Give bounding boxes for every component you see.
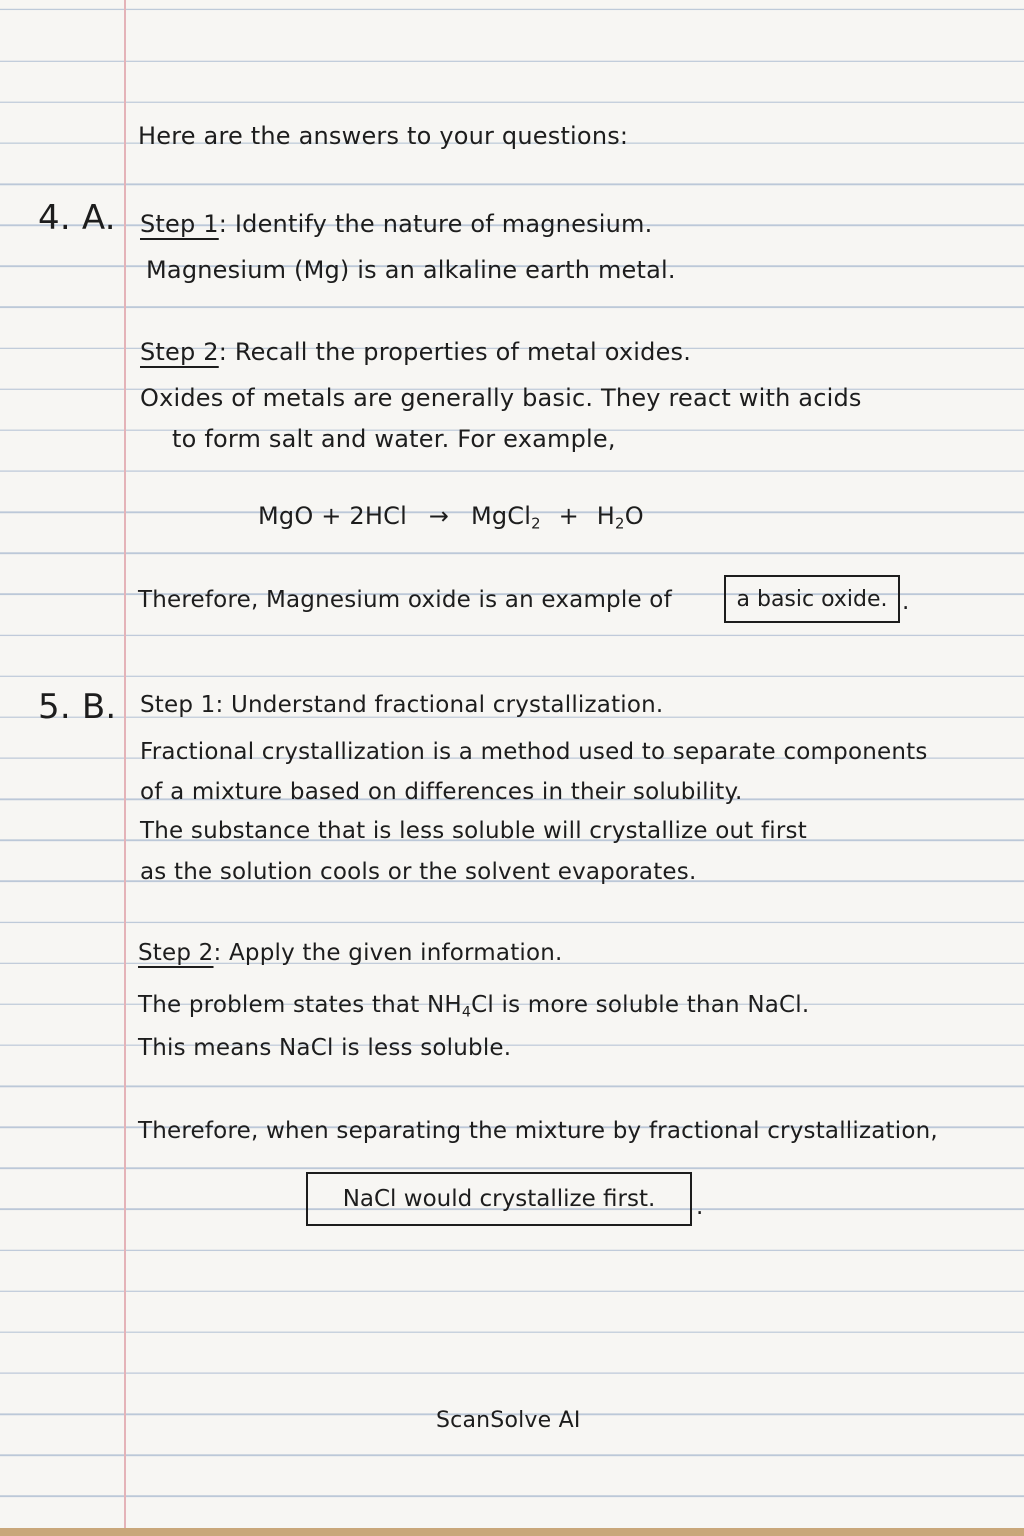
q5-step1-line-4: as the solution cools or the solvent evaporates. <box>140 859 697 885</box>
q5-step2-line-1: The problem states that $NH_4Cl$ is more soluble than NaCl. <box>138 992 810 1021</box>
q5-step1-line-1: Fractional crystallization is a method used to separate components <box>140 739 928 765</box>
q5-answer-box: NaCl would crystallize first. <box>306 1172 692 1226</box>
q5-step1-line-2: of a mixture based on differences in their solubility. <box>140 779 743 805</box>
q5-step2-title: : Apply the given information. <box>213 940 563 966</box>
equation-product1: MgCl$_2$ <box>470 502 541 533</box>
table-edge <box>0 1528 1024 1536</box>
q5-step2-heading <box>138 940 563 966</box>
margin-line <box>124 0 126 1528</box>
footer-brand: ScanSolve AI <box>436 1408 581 1433</box>
q4-step1-heading <box>140 210 652 238</box>
q5-conclusion: Therefore, when separating the mixture by fractional crystallization, <box>138 1118 938 1144</box>
q4-end-mark: . <box>902 589 910 615</box>
q5-step1-heading <box>140 692 663 718</box>
q4-step2-heading <box>140 338 691 366</box>
question-4-number: 4. A. <box>38 198 116 238</box>
nh4cl-formula: $NH_4Cl$ <box>426 992 494 1021</box>
q4-step2-line-1: Oxides of metals are generally basic. They react with acids <box>140 384 862 412</box>
question-5-number: 5. B. <box>38 687 117 727</box>
q4-step1-title: : Identify the nature of magnesium. <box>218 210 653 238</box>
q4-answer-box: a basic oxide. <box>724 575 900 623</box>
q4-step1-label: Step 1 <box>140 210 219 238</box>
intro-text: Here are the answers to your questions: <box>138 122 629 150</box>
q5-step2-line-2: This means NaCl is less soluble. <box>138 1035 512 1061</box>
equation-plus: + <box>558 502 579 530</box>
equation-product2: $H_2O$ <box>596 502 644 533</box>
q4-conclusion: Therefore, Magnesium oxide is an example of <box>138 587 672 613</box>
q4-step2-line-2: to form salt and water. For example, <box>172 425 616 453</box>
q5-step1-label: Step 1 <box>140 692 216 718</box>
q4-step2-label: Step 2 <box>140 338 219 366</box>
q4-equation <box>258 502 644 532</box>
q5-step1-line-3: The substance that is less soluble will crystallize out first <box>140 818 807 844</box>
equation-reactants: MgO + 2HCl <box>258 502 407 530</box>
q5-step2-label: Step 2 <box>138 940 214 966</box>
q5-step1-title: : Understand fractional crystallization. <box>215 692 664 718</box>
q5-end-mark: . <box>696 1194 704 1220</box>
q4-step2-title: : Recall the properties of metal oxides. <box>218 338 692 366</box>
equation-arrow: → <box>428 502 450 530</box>
q4-step1-line-1: Magnesium (Mg) is an alkaline earth metal. <box>146 256 676 284</box>
